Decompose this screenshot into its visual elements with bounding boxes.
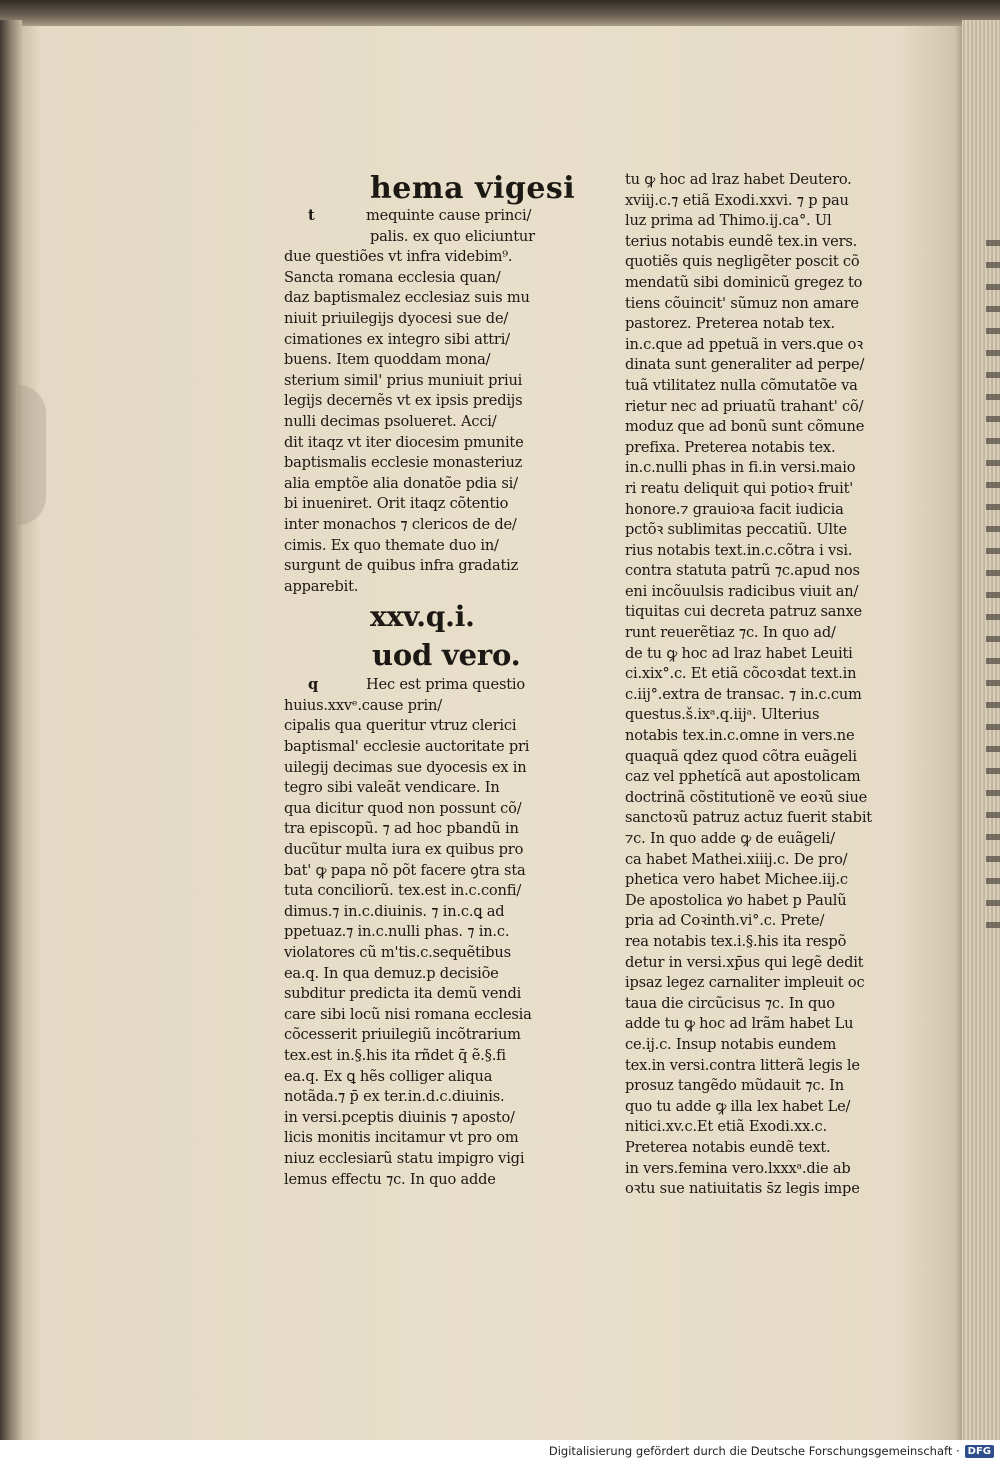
text-line: caz vel pphetícã aut apostolicam: [625, 768, 861, 786]
text-line: adde tu ꝙ hoc ad lrãm habet Lu: [625, 1015, 854, 1033]
text-line: Sancta romana ecclesia quan/: [284, 268, 501, 286]
text-line: inter monachos ⁊ clericos de de/: [284, 515, 517, 533]
book-top-edge: [0, 0, 1000, 26]
text-line: due questiões vt infra videbim⁹.: [284, 248, 513, 266]
text-line: cipalis qua queritur vtruz clerici: [284, 717, 517, 735]
text-line: questus.š.ixᵃ.q.iijᵃ. Ulterius: [625, 706, 820, 724]
facing-page-bleed: [986, 240, 1000, 940]
text-line: rius notabis text.in.c.cõtra i vsi.: [625, 541, 853, 559]
text-line: taua die circũcisus ⁊c. In quo: [625, 994, 835, 1012]
text-line: tex.in versi.contra litterã legis le: [625, 1056, 860, 1074]
text-line: ea.q. In qua demuz.p decisiõe: [284, 964, 499, 982]
text-line: qua dicitur quod non possunt cõ/: [284, 799, 522, 817]
text-line: nitici.xv.c.Et etiã Exodi.xx.c.: [625, 1118, 827, 1136]
text-line: surgunt de quibus infra gradatiz: [284, 557, 519, 575]
text-line: pctõꝛ sublimitas peccatiũ. Ulte: [625, 521, 847, 539]
initial-letter: q: [308, 676, 319, 694]
text-line: honore.⁊ grauioꝛa facit iudicia: [625, 500, 844, 518]
text-line: lemus effectu ⁊c. In quo adde: [284, 1170, 496, 1188]
text-line: in versi.pceptis diuinis ⁊ aposto/: [284, 1108, 515, 1126]
text-line: in.c.que ad ppetuã in vers.que oꝛ: [625, 335, 863, 353]
text-line: luz prima ad Thimo.ij.ca°. Ul: [625, 212, 832, 230]
text-line: tegro sibi valeãt vendicare. In: [284, 779, 500, 797]
text-line: cimis. Ex quo themate duo in/: [284, 536, 499, 554]
text-line: tuã vtilitatez nulla cõmutatõe va: [625, 376, 858, 394]
text-line: buens. Item quoddam mona/: [284, 351, 491, 369]
text-line: dimus.⁊ in.c.diuinis. ⁊ in.c.ꝗ ad: [284, 902, 505, 920]
text-line: ri reatu deliquit qui potioꝛ fruit': [625, 479, 854, 497]
text-line: quotiẽs quis negligẽter poscit cõ: [625, 253, 860, 271]
text-line: uilegij decimas sue dyocesis ex in: [284, 758, 527, 776]
text-line: licis monitis incitamur vt pro om: [284, 1129, 519, 1147]
text-line: tuta conciliorũ. tex.est in.c.confi/: [284, 882, 522, 900]
text-line: c.iij°.extra de transac. ⁊ in.c.cum: [625, 685, 862, 703]
book-gutter: [0, 20, 22, 1440]
text-line: baptismalis ecclesie monasteriuz: [284, 454, 523, 472]
text-line: ipsaz legez carnaliter impleuit oc: [625, 974, 865, 992]
section-title: uod vero.: [372, 638, 521, 673]
text-line: pria ad Coꝛinth.vi°.c. Prete/: [625, 912, 825, 930]
text-line: tra episcopũ. ⁊ ad hoc pbandũ in: [284, 820, 519, 838]
clasp-shadow: [18, 385, 46, 525]
funding-credit: Digitalisierung gefördert durch die Deutsche Forschungsgemeinschaft ·: [548, 1444, 960, 1458]
text-line: de tu ꝙ hoc ad lraz habet Leuiti: [625, 644, 853, 662]
text-line: huius.xxvᵉ.cause prin/: [284, 696, 442, 714]
text-line: care sibi locũ nisi romana ecclesia: [284, 1005, 532, 1023]
text-line: ce.ij.c. Insup notabis eundem: [625, 1035, 837, 1053]
text-line: tex.est in.§.his ita rñdet q̄ ẽ.§.fi: [284, 1046, 506, 1064]
text-line: ppetuaz.⁊ in.c.nulli phas. ⁊ in.c.: [284, 923, 510, 941]
section-number: xxv.q.i.: [370, 600, 475, 634]
chapter-heading: hema vigesi: [370, 171, 576, 206]
text-line: eni incõuulsis radicibus viuit an/: [625, 582, 859, 600]
text-line: contra statuta patrũ ⁊c.apud nos: [625, 562, 860, 580]
text-line: tiens cõuincit' sũmuz non amare: [625, 294, 859, 312]
text-line: in vers.femina vero.lxxxᵃ.die ab: [625, 1159, 851, 1177]
text-line: daz baptismalez ecclesiaz suis mu: [284, 289, 530, 307]
text-line: xviij.c.⁊ etiã Exodi.xxvi. ⁊ p pau: [625, 191, 849, 209]
text-line: quaquã qdez quod cõtra euãgeli: [625, 747, 857, 765]
left-text-column: [284, 171, 576, 1190]
text-line: terius notabis eundẽ tex.in vers.: [625, 232, 858, 250]
text-line: [284, 206, 564, 227]
text-line: ea.q. Ex ꝗ hẽs colliger aliqua: [284, 1067, 493, 1085]
text-line: sanctoꝛũ patruz actuz fuerit stabit: [625, 809, 872, 827]
text-line-content: mequinte cause princi/: [366, 207, 532, 224]
text-line: violatores cũ m'tis.c.sequẽtibus: [284, 944, 511, 961]
text-line: [284, 675, 564, 696]
text-line: bat' ꝙ papa nõ põt facere ꝯtra sta: [284, 861, 526, 879]
text-line: moduz que ad bonũ sunt cõmune: [625, 418, 865, 436]
text-line: prosuz tangẽdo mũdauit ⁊c. In: [625, 1077, 844, 1095]
text-line: cõcesserit priuilegiũ incõtrarium: [284, 1026, 521, 1044]
text-line: De apostolica ꝟo habet p Paulũ: [625, 891, 847, 909]
text-line: ca habet Mathei.xiiij.c. De pro/: [625, 850, 848, 868]
text-line: baptismal' ecclesie auctoritate pri: [284, 738, 530, 756]
right-text-column: [625, 170, 900, 1200]
text-line: mendatũ sibi dominicũ gregez to: [625, 273, 863, 291]
footer-bar: [0, 1440, 1000, 1462]
text-line: runt reuerẽtiaz ⁊c. In quo ad/: [625, 624, 836, 642]
text-line: phetica vero habet Michee.iij.c: [625, 871, 848, 889]
dfg-logo: DFG: [965, 1445, 994, 1458]
text-line: oꝛtu sue natiuitatis s̄z legis impe: [625, 1180, 860, 1198]
text-line: dinata sunt generaliter ad perpe/: [625, 356, 865, 374]
text-line: prefixa. Preterea notabis tex.: [625, 438, 836, 456]
text-line: cimationes ex integro sibi attri/: [284, 330, 510, 348]
text-line: niuz ecclesiarũ statu impigro vigi: [284, 1149, 525, 1167]
text-line: subditur predicta ita demũ vendi: [284, 985, 522, 1003]
text-line: rietur nec ad priuatũ trahant' cõ/: [625, 397, 864, 415]
text-line: rea notabis tex.i.§.his ita respõ: [625, 932, 847, 950]
text-line: nulli decimas psolueret. Acci/: [284, 412, 497, 430]
text-line: alia emptõe alia donatõe pdia si/: [284, 474, 518, 492]
text-line: Preterea notabis eundẽ text.: [625, 1138, 831, 1156]
text-line: niuit priuilegijs dyocesi sue de/: [284, 309, 509, 327]
text-line: detur in versi.xp̄us qui legẽ dedit: [625, 953, 864, 971]
text-line: notãda.⁊ p̄ ex ter.in.d.c.diuinis.: [284, 1088, 505, 1106]
text-line: ⁊c. In quo adde ꝙ de euãgeli/: [625, 830, 835, 847]
text-line: apparebit.: [284, 577, 359, 595]
text-line: doctrinã cõstitutionẽ ve eoꝛũ siue: [625, 788, 868, 806]
text-line-content: Hec est prima questio: [366, 676, 525, 694]
initial-letter: t: [308, 207, 315, 224]
text-line: palis. ex quo eliciuntur: [370, 227, 535, 245]
text-line: quo tu adde ꝙ illa lex habet Le/: [625, 1097, 851, 1115]
text-line: legijs decernẽs vt ex ipsis predijs: [284, 392, 523, 410]
text-line: tu ꝙ hoc ad lraz habet Deutero.: [625, 171, 852, 188]
text-line: sterium simil' prius muniuit priui: [284, 371, 523, 389]
text-line: pastorez. Preterea notab tex.: [625, 315, 835, 333]
text-line: ducũtur multa iura ex quibus pro: [284, 841, 524, 859]
text-line: dit itaqz vt iter diocesim pmunite: [284, 433, 524, 451]
text-line: in.c.nulli phas in fi.in versi.maio: [625, 459, 856, 477]
text-line: notabis tex.in.c.omne in vers.ne: [625, 727, 855, 745]
text-line: bi inueniret. Orit itaqz cõtentio: [284, 495, 509, 513]
text-line: ci.xix°.c. Et etiã cõcoꝛdat text.in: [625, 665, 857, 683]
text-line: tiquitas cui decreta patruz sanxe: [625, 603, 862, 621]
